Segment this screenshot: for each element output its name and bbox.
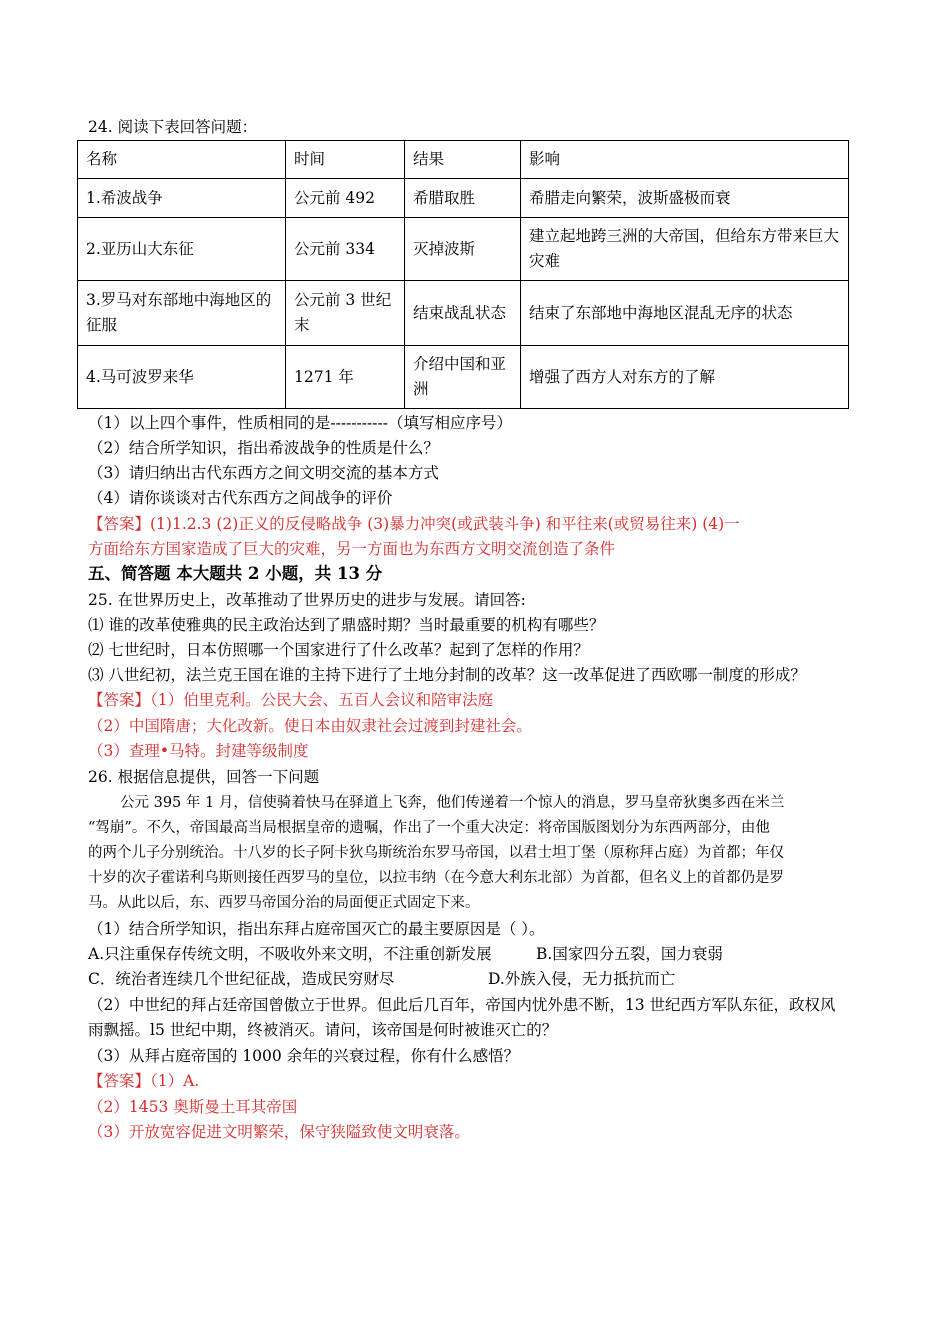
events-table (77, 140, 849, 409)
table-cell: 2.亚历山大东征 (78, 218, 286, 281)
q24-question-1: （1）以上四个事件，性质相同的是-----------（填写相应序号） (88, 414, 512, 432)
q24-question-2: （2）结合所学知识，指出希波战争的性质是什么？ (88, 439, 439, 457)
table-cell: 1271 年 (286, 346, 405, 409)
table-cell: 4.马可波罗来华 (78, 346, 286, 409)
q26-passage-line: 公元 395 年 1 月，信使骑着快马在驿道上飞奔，他们传递着一个惊人的消息，罗马皇帝狄奥多西在米兰 (120, 795, 785, 811)
table-row (78, 346, 849, 409)
q26-answer-2: （2）1453 奥斯曼土耳其帝国 (88, 1098, 298, 1116)
table-cell: 增强了西方人对东方的了解 (521, 346, 849, 409)
q26-passage-line: 的两个儿子分别统治。十八岁的长子阿卡狄乌斯统治东罗马帝国，以君士坦丁堡（原称拜占庭）为首都；年仅 (88, 845, 784, 861)
q26-question-2b: 雨飘摇。l5 世纪中期，终被消灭。请问，该帝国是何时被谁灭亡的？ (88, 1021, 558, 1039)
table-cell: 1.希波战争 (78, 179, 286, 218)
q26-option-b: B.国家四分五裂，国力衰弱 (536, 945, 723, 963)
table-cell: 结束了东部地中海地区混乱无序的状态 (521, 281, 849, 346)
q25-question-3: ⑶ 八世纪初，法兰克王国在谁的主持下进行了土地分封制的改革？这一改革促进了西欧哪一制度的形成？ (88, 666, 806, 684)
q26-question-2a: （2）中世纪的拜占廷帝国曾傲立于世界。但此后几百年，帝国内忧外患不断，13 世纪西方军队东征，政权风 (88, 996, 836, 1014)
table-cell: 介绍中国和亚洲 (405, 346, 521, 409)
q24-question-3: （3）请归纳出古代东西方之间文明交流的基本方式 (88, 464, 439, 482)
q26-answer-3: （3）开放宽容促进文明繁荣，保守狭隘致使文明衰落。 (88, 1123, 470, 1141)
q24-answer-line2: 方面给东方国家造成了巨大的灾难，另一方面也为东西方文明交流创造了条件 (88, 540, 616, 558)
table-cell: 希腊取胜 (405, 179, 521, 218)
header-impact: 影响 (521, 141, 849, 179)
table-row (78, 281, 849, 346)
q24-question-4: （4）请你谈谈对古代东西方之间战争的评价 (88, 489, 393, 507)
table-cell: 公元前 492 (286, 179, 405, 218)
q24-answer-line1: 【答案】(1)1.2.3 (2)正义的反侵略战争 (3)暴力冲突(或武装斗争) 和平往来(或贸易往来) (4)一 (88, 515, 740, 533)
table-cell: 公元前 334 (286, 218, 405, 281)
q24-title: 24. 阅读下表回答问题： (88, 118, 258, 136)
table-row (78, 179, 849, 218)
q25-answer-2: （2）中国隋唐；大化改新。使日本由奴隶社会过渡到封建社会。 (88, 717, 532, 735)
q26-answer-1: 【答案】（1）A. (88, 1072, 200, 1090)
q25-answer-1: 【答案】（1）伯里克利。公民大会、五百人会议和陪审法庭 (88, 691, 494, 709)
table-cell: 结束战乱状态 (405, 281, 521, 346)
table-cell: 公元前 3 世纪末 (286, 281, 405, 346)
q25-question-1: ⑴ 谁的改革使雅典的民主政治达到了鼎盛时期？当时最重要的机构有哪些？ (88, 616, 605, 634)
q26-question-1: （1）结合所学知识，指出东拜占庭帝国灭亡的最主要原因是（ ）。 (88, 920, 545, 938)
q26-passage-line: 十岁的次子霍诺利乌斯则接任西罗马的皇位，以拉韦纳（在今意大利东北部）为首都，但名义上的首都仍是罗 (88, 870, 784, 886)
table-header-row (78, 141, 849, 179)
q26-passage-line: 马。从此以后，东、西罗马帝国分治的局面便正式固定下来。 (88, 895, 480, 911)
table-cell: 建立起地跨三洲的大帝国，但给东方带来巨大灾难 (521, 218, 849, 281)
q26-title: 26. 根据信息提供，回答一下问题 (88, 768, 320, 786)
table-cell: 3.罗马对东部地中海地区的征服 (78, 281, 286, 346)
section5-heading: 五、简答题 本大题共 2 小题，共 13 分 (88, 564, 383, 583)
q26-question-3: （3）从拜占庭帝国的 1000 余年的兴衰过程，你有什么感悟？ (88, 1047, 520, 1065)
q26-option-d: D.外族入侵，无力抵抗而亡 (488, 970, 676, 988)
q26-option-a: A.只注重保存传统文明，不吸收外来文明，不注重创新发展 (88, 945, 492, 963)
table-cell: 灭掉波斯 (405, 218, 521, 281)
q25-answer-3: （3）查理•马特。封建等级制度 (88, 742, 309, 760)
header-time: 时间 (286, 141, 405, 179)
table-row (78, 218, 849, 281)
header-name: 名称 (78, 141, 286, 179)
q26-option-c: C．统治者连续几个世纪征战，造成民穷财尽 (88, 970, 395, 988)
table-cell: 希腊走向繁荣，波斯盛极而衰 (521, 179, 849, 218)
header-result: 结果 (405, 141, 521, 179)
q25-title: 25. 在世界历史上，改革推动了世界历史的进步与发展。请回答: (88, 591, 526, 609)
q25-question-2: ⑵ 七世纪时，日本仿照哪一个国家进行了什么改革？起到了怎样的作用？ (88, 641, 589, 659)
q26-passage-line: “驾崩”。不久，帝国最高当局根据皇帝的遗嘱，作出了一个重大决定：将帝国版图划分为东西两部分，由他 (88, 820, 770, 836)
